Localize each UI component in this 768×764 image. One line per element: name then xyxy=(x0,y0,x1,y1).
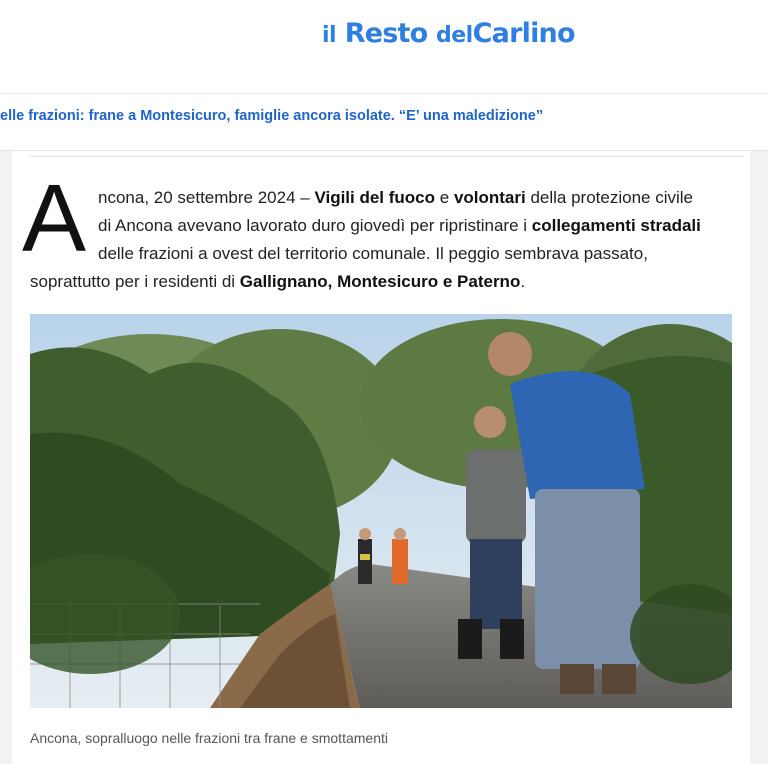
bold-text: collegamenti stradali xyxy=(531,216,701,235)
divider xyxy=(30,156,744,157)
headline-bar xyxy=(0,94,768,151)
bold-text: volontari xyxy=(453,188,526,207)
paragraph-line-2 xyxy=(98,216,701,236)
logo-mid: del xyxy=(435,23,473,48)
article-headline[interactable]: elle frazioni: frane a Montesicuro, famiglie ancora isolate. “E’ una maledizione” xyxy=(0,108,544,124)
text: . xyxy=(520,272,526,291)
article-card xyxy=(12,151,750,764)
bold-text: Vigili del fuoco xyxy=(314,188,436,207)
site-logo[interactable] xyxy=(322,18,575,49)
text: e xyxy=(435,188,454,207)
text: ncona, 20 settembre 2024 – xyxy=(98,188,315,207)
logo-prefix: il xyxy=(322,23,337,48)
logo-end: Carlino xyxy=(472,18,575,49)
dropcap: A xyxy=(22,165,87,272)
paragraph-line-4 xyxy=(30,272,525,292)
bold-text: Gallignano, Montesicuro e Paterno xyxy=(239,272,521,291)
article-area xyxy=(0,151,768,764)
text: della protezione civile xyxy=(525,188,693,207)
text: di Ancona avevano lavorato duro giovedì per ripristinare i xyxy=(98,216,532,235)
photo-caption: Ancona, sopralluogo nelle frazioni tra frane e smottamenti xyxy=(30,730,388,746)
paragraph-line-3: delle frazioni a ovest del territorio comunale. Il peggio sembrava passato, xyxy=(98,244,648,263)
photo-illustration xyxy=(30,314,732,708)
paragraph-line-1 xyxy=(98,188,693,208)
site-header xyxy=(0,0,768,94)
text: soprattutto per i residenti di xyxy=(30,272,240,291)
logo-main: Resto xyxy=(344,18,428,49)
article-photo[interactable] xyxy=(30,314,732,708)
